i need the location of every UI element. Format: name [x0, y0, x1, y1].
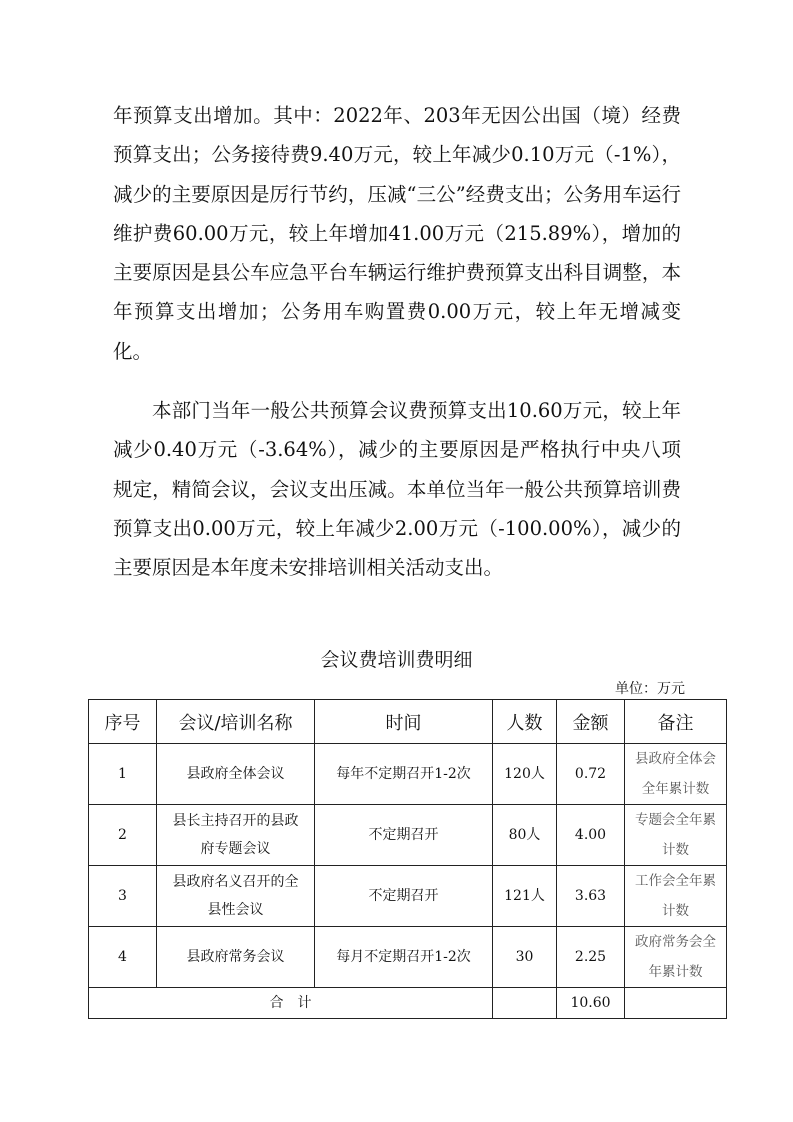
header-time: 时间 [315, 700, 493, 744]
cell-people: 120人 [493, 744, 557, 805]
paragraph-1: 年预算支出增加。其中：2022年、203年无因公出国（境）经费预算支出；公务接待费9.40万元，较上年减少0.10万元（-1%），减少的主要原因是厉行节约，压减“三公”经费支出；公务用车运行维护费60.00万元，较上年增加41.00万元（215.89%），增加的主要原因是县公车应急平台车辆运行维护费预算支出科目调整，本年预算支出增加；公务用车购置费0.00万元，较上年无增减变化。 [113, 104, 681, 363]
header-people: 人数 [493, 700, 557, 744]
total-people [493, 988, 557, 1019]
cell-people: 121人 [493, 866, 557, 927]
cell-amount: 2.25 [557, 927, 625, 988]
cell-remark: 工作会全年累计数 [625, 866, 727, 927]
table-row [89, 866, 727, 927]
cell-remark: 专题会全年累计数 [625, 805, 727, 866]
total-label: 合 计 [89, 988, 493, 1019]
cell-name: 县政府名义召开的全县性会议 [157, 866, 315, 927]
cell-time: 每年不定期召开1-2次 [315, 744, 493, 805]
cell-no: 2 [89, 805, 157, 866]
paragraph-2: 本部门当年一般公共预算会议费预算支出10.60万元，较上年减少0.40万元（-3.64%），减少的主要原因是严格执行中央八项规定，精简会议，会议支出压减。本单位当年一般公共预算培训费预算支出0.00万元，较上年减少2.00万元（-100.00%），减少的主要原因是本年度未安排培训相关活动支出。 [113, 399, 681, 580]
meeting-training-table [88, 699, 727, 1019]
table-header-row [89, 700, 727, 744]
cell-people: 80人 [493, 805, 557, 866]
total-amount: 10.60 [557, 988, 625, 1019]
table-unit: 单位：万元 [615, 681, 685, 697]
cell-name: 县政府常务会议 [157, 927, 315, 988]
table-total-row [89, 988, 727, 1019]
table-title: 会议费培训费明细 [320, 649, 473, 671]
header-remark: 备注 [625, 700, 727, 744]
table-row [89, 927, 727, 988]
cell-name: 县政府全体会议 [157, 744, 315, 805]
cell-people: 30 [493, 927, 557, 988]
table-row [89, 805, 727, 866]
total-remark [625, 988, 727, 1019]
cell-amount: 4.00 [557, 805, 625, 866]
cell-no: 4 [89, 927, 157, 988]
cell-time: 不定期召开 [315, 866, 493, 927]
cell-name: 县长主持召开的县政府专题会议 [157, 805, 315, 866]
cell-time: 不定期召开 [315, 805, 493, 866]
cell-amount: 0.72 [557, 744, 625, 805]
cell-time: 每月不定期召开1-2次 [315, 927, 493, 988]
header-amount: 金额 [557, 700, 625, 744]
cell-no: 3 [89, 866, 157, 927]
header-name: 会议/培训名称 [157, 700, 315, 744]
cell-amount: 3.63 [557, 866, 625, 927]
cell-no: 1 [89, 744, 157, 805]
header-no: 序号 [89, 700, 157, 744]
table-row [89, 744, 727, 805]
cell-remark: 县政府全体会全年累计数 [625, 744, 727, 805]
cell-remark: 政府常务会全年累计数 [625, 927, 727, 988]
